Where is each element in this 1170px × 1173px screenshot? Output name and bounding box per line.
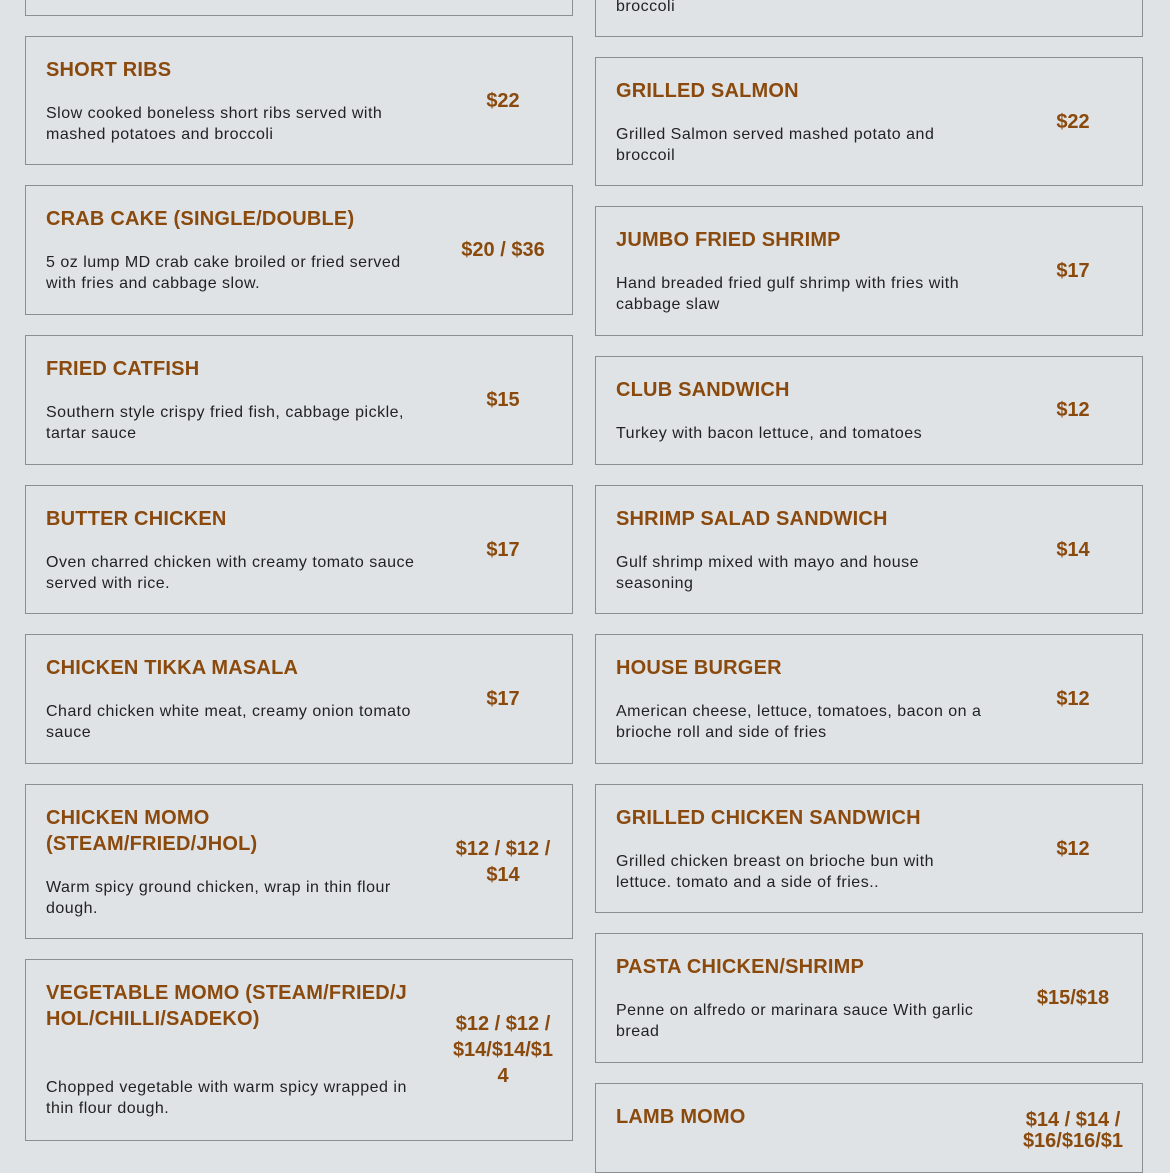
menu-card [595, 206, 1143, 336]
item-name: HOUSE BURGER [616, 657, 782, 679]
item-description: 5 oz lump MD crab cake broiled or fried served with fries and cabbage slow. [46, 254, 401, 292]
menu-card [595, 784, 1143, 913]
item-price: $17 [486, 539, 520, 561]
item-name: BUTTER CHICKEN [46, 508, 227, 530]
item-description: Chard chicken white meat, creamy onion tomato sauce [46, 703, 411, 741]
item-price: $12 [1056, 399, 1090, 421]
item-description: Slow cooked boneless short ribs served with mashed potatoes and broccoli [46, 105, 383, 143]
menu-card [25, 185, 573, 315]
item-name: CLUB SANDWICH [616, 379, 790, 401]
item-price: $22 [486, 90, 520, 112]
item-description: American cheese, lettuce, tomatoes, bacon on a brioche roll and side of fries [616, 703, 982, 741]
item-price: $12 / $12 / $14 [455, 838, 551, 886]
menu-card [25, 784, 573, 939]
item-description: Turkey with bacon lettuce, and tomatoes [616, 425, 923, 442]
item-name: GRILLED SALMON [616, 80, 799, 102]
menu-card [25, 36, 573, 165]
menu-card [25, 485, 573, 614]
item-name: SHRIMP SALAD SANDWICH [616, 508, 888, 530]
item-price: $12 [1056, 688, 1090, 710]
menu-card [595, 933, 1143, 1063]
item-name: CHICKEN TIKKA MASALA [46, 657, 299, 679]
item-description: Grilled chicken breast on brioche bun with lettuce. tomato and a side of fries.. [616, 853, 935, 891]
menu-card-partial [595, 0, 1143, 37]
item-price: $14 [1056, 539, 1090, 561]
menu-card [595, 57, 1143, 186]
item-price: $14 / $14 / $16/$16/$1 [1022, 1109, 1124, 1152]
menu-card [25, 634, 573, 764]
item-price: $17 [486, 688, 520, 710]
item-name: PASTA CHICKEN/SHRIMP [616, 956, 865, 978]
item-name: FRIED CATFISH [46, 358, 200, 380]
menu-card [25, 335, 573, 465]
menu-card [595, 356, 1143, 465]
item-name: LAMB MOMO [616, 1106, 746, 1128]
item-description: Hand breaded fried gulf shrimp with fries with cabbage slaw [616, 275, 960, 313]
item-price: $22 [1056, 111, 1090, 133]
menu-card [595, 485, 1143, 614]
item-price: $20 / $36 [461, 239, 545, 261]
item-name: CHICKEN MOMO (STEAM/FRIED/JHOL) [46, 807, 258, 855]
item-price: $15 [486, 389, 520, 411]
item-name: GRILLED CHICKEN SANDWICH [616, 807, 921, 829]
item-name: CRAB CAKE (SINGLE/DOUBLE) [46, 208, 355, 230]
item-description: Southern style crispy fried fish, cabbage pickle, tartar sauce [46, 404, 404, 442]
item-description: Grilled Salmon served mashed potato and broccoil [616, 126, 935, 164]
item-price: $15/$18 [1036, 987, 1110, 1009]
item-description: Warm spicy ground chicken, wrap in thin flour dough. [46, 879, 391, 917]
menu-card [595, 634, 1143, 764]
item-name: JUMBO FRIED SHRIMP [616, 229, 841, 251]
item-name: VEGETABLE MOMO (STEAM/FRIED/JHOL/CHILLI/SADEKO) [46, 982, 407, 1030]
menu-card [595, 1083, 1143, 1173]
item-price: $12 [1056, 838, 1090, 860]
item-price: $17 [1056, 260, 1090, 282]
item-price: $12 / $12 / $14/$14/$14 [452, 1013, 554, 1087]
item-description: Penne on alfredo or marinara sauce With garlic bread [616, 1002, 974, 1040]
item-description: Oven charred chicken with creamy tomato sauce served with rice. [46, 554, 415, 592]
menu-card-partial [25, 0, 573, 16]
menu-card [25, 959, 573, 1141]
item-description: broccoli [616, 0, 676, 15]
item-description: Gulf shrimp mixed with mayo and house seasoning [616, 554, 920, 592]
item-name: SHORT RIBS [46, 59, 172, 81]
item-description: Chopped vegetable with warm spicy wrapped in thin flour dough. [46, 1079, 407, 1117]
